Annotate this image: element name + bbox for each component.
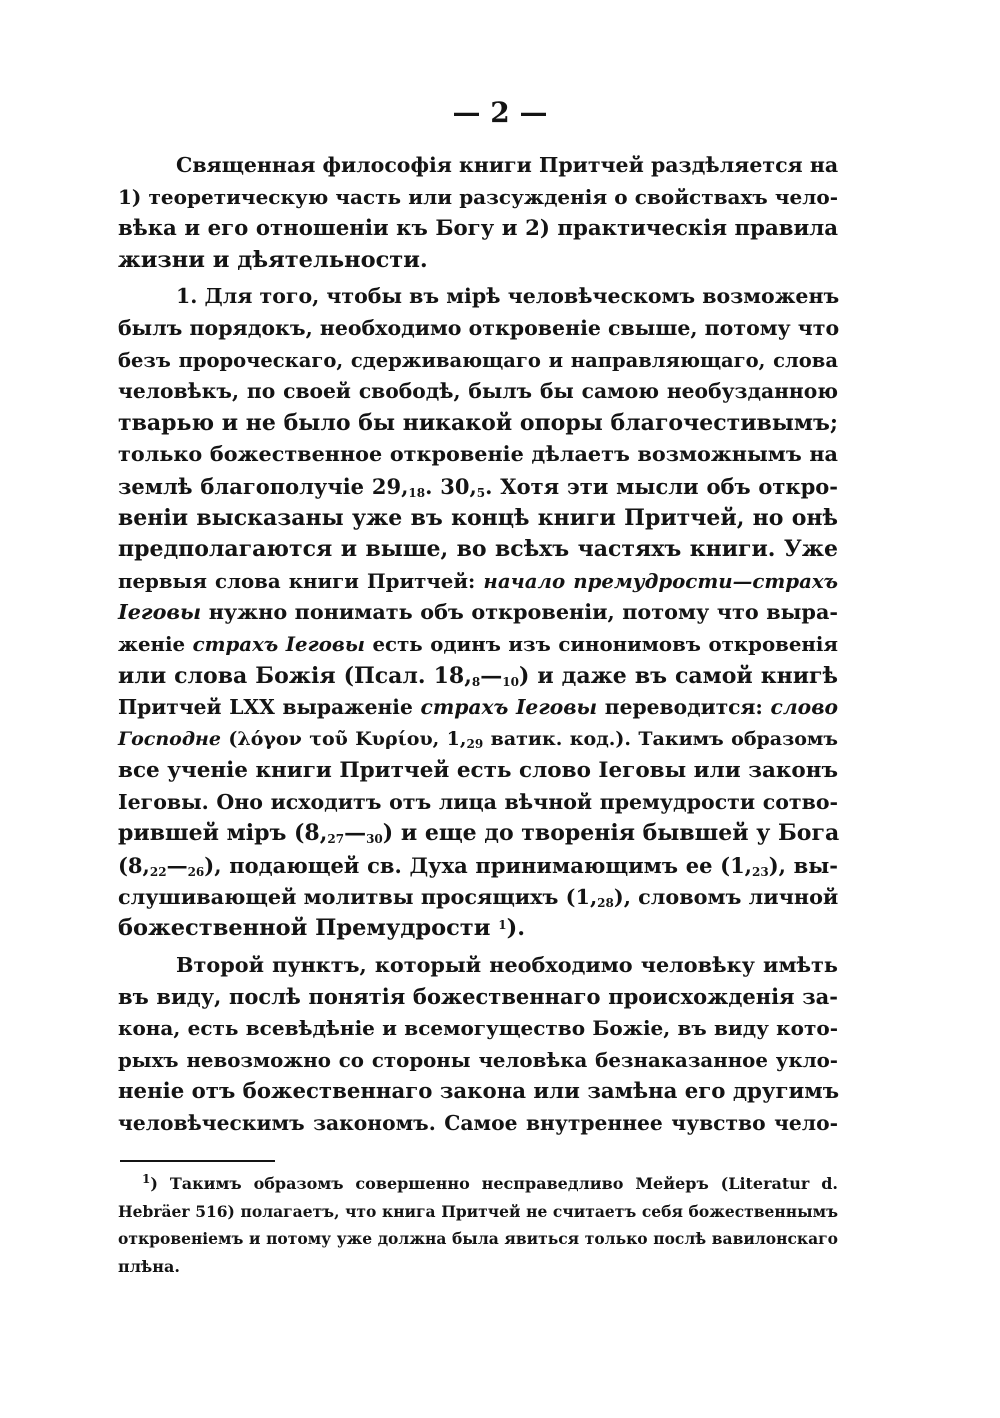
text-line: Второй пунктъ, который необходимо человѣку имѣть [176, 952, 838, 977]
italic-quote: Іеговы [118, 600, 202, 625]
footnote-line: Hebräer 516) полагаетъ, что книга Притчей не считаетъ себя божественнымъ [118, 1201, 838, 1221]
text-line: веніи высказаны уже въ концѣ книги Притчей, но онѣ [118, 504, 838, 531]
verse-subscript: 28 [597, 895, 614, 910]
text-line: только божественное откровеніе дѣлаетъ возможнымъ на [118, 442, 838, 467]
text-line: кона, есть всевѣдѣніе и всемогущество Божіе, въ виду кото- [118, 1016, 838, 1041]
text-line: предполагаются и выше, во всѣхъ частяхъ книги. Уже [118, 536, 838, 563]
verse-subscript: 5 [476, 485, 486, 500]
paragraph-3 [118, 950, 838, 1140]
text-line: первыя слова книги Притчей: начало премудрости—страхъ [118, 568, 838, 593]
text-line: былъ порядокъ, необходимо откровеніе свыше, потому что [118, 315, 840, 340]
text-line: божественной Премудрости $^1$). [118, 915, 526, 942]
verse-subscript: 22 [149, 865, 167, 880]
text-line: вѣка и его отношеніи къ Богу и 2) практическія правила [118, 216, 838, 242]
text-line: все ученіе книги Притчей есть слово Іеговы или законъ [118, 758, 838, 784]
verse-subscript: 29 [466, 736, 484, 751]
footnote-line: $^1$) Такимъ образомъ совершенно несправедливо Мейеръ (Literatur d. [142, 1172, 838, 1193]
paragraph-2 [118, 281, 838, 944]
italic-quote: начало премудрости—страхъ [483, 568, 838, 593]
verse-subscript: 30 [366, 832, 383, 847]
footnote [118, 1170, 838, 1280]
text-line: $(8,_{22}—_{26})$, подающей св. Духа принимающимъ ее $(1,_{23})$, вы- [118, 853, 839, 880]
verse-subscript: 27 [327, 832, 345, 847]
footnote-marker: 1 [142, 1172, 151, 1186]
text-line: человѣческимъ закономъ. Самое внутреннее чувство чело- [118, 1110, 838, 1135]
text-line: или слова Божія (Псал. $18,_8—_{10}$) и даже въ самой книгѣ [118, 662, 838, 689]
text-line: землѣ благополучіе $29,_{18}$. $30,_5$. Хотя эти мысли объ откро- [118, 473, 838, 500]
italic-quote: страхъ Іеговы [420, 695, 598, 720]
main-text [118, 150, 838, 1139]
text-line: неніе отъ божественнаго закона или замѣна его другимъ [118, 1079, 840, 1105]
verse-subscript: 10 [502, 674, 519, 689]
verse-subscript: 26 [187, 865, 205, 880]
text-line: въ виду, послѣ понятія божественнаго происхожденія за- [118, 984, 838, 1010]
text-line: Священная философія книги Притчей раздѣляется на [176, 153, 839, 177]
text-line: рыхъ невозможно со стороны человѣка безнаказанное укло- [118, 1047, 838, 1072]
text-line: 1) теоретическую часть или разсужденія о свойствахъ чело- [118, 184, 838, 209]
verse-subscript: 23 [752, 865, 769, 880]
text-line: женіе страхъ Іеговы есть одинъ изъ синонимовъ откровенія [118, 631, 838, 656]
text-line: Іеговы нужно понимать объ откровеніи, потому что выра- [118, 600, 838, 625]
text-line: Притчей LXX выраженіе страхъ Іеговы переводится: слово [118, 695, 838, 720]
text-line: Господне (λόγον τοῦ Κυρίου, $1,_{29}$ ватик. код.). Такимъ образомъ [118, 727, 838, 751]
page-number: — 2 — [452, 96, 548, 129]
text-line: слушивающей молитвы просящихъ $(1,_{28})$, словомъ личной [118, 884, 839, 910]
text-line: 1. Для того, чтобы въ мірѣ человѣческомъ возможенъ [176, 284, 840, 309]
text-line: тварью и не было бы никакой опоры благочестивымъ; [118, 409, 838, 436]
text-line: рившей міръ $(8,_{27}—_{30})$ и еще до творенія бывшей у Бога [118, 820, 840, 847]
verse-subscript: 18 [408, 485, 426, 500]
italic-quote: Господне [118, 727, 221, 750]
footnote-divider [120, 1160, 275, 1162]
text-line: человѣкъ, по своей свободѣ, былъ бы самою необузданною [118, 379, 838, 404]
verse-subscript: 8 [471, 674, 481, 689]
italic-quote: слово [770, 695, 838, 720]
paragraph-1 [118, 150, 838, 276]
footnote-line: плѣна. [118, 1256, 180, 1276]
text-line: Іеговы. Оно исходитъ отъ лица вѣчной премудрости сотво- [118, 789, 838, 814]
footnote-line: откровеніемъ и потому уже должна была явиться только послѣ вавилонскаго [118, 1229, 838, 1248]
italic-quote: страхъ Іеговы [192, 631, 365, 656]
footnote-reference: 1 [498, 918, 507, 933]
text-line: безъ пророческаго, сдерживающаго и направляющаго, слова [118, 348, 838, 372]
text-line: жизни и дѣятельности. [118, 246, 428, 273]
